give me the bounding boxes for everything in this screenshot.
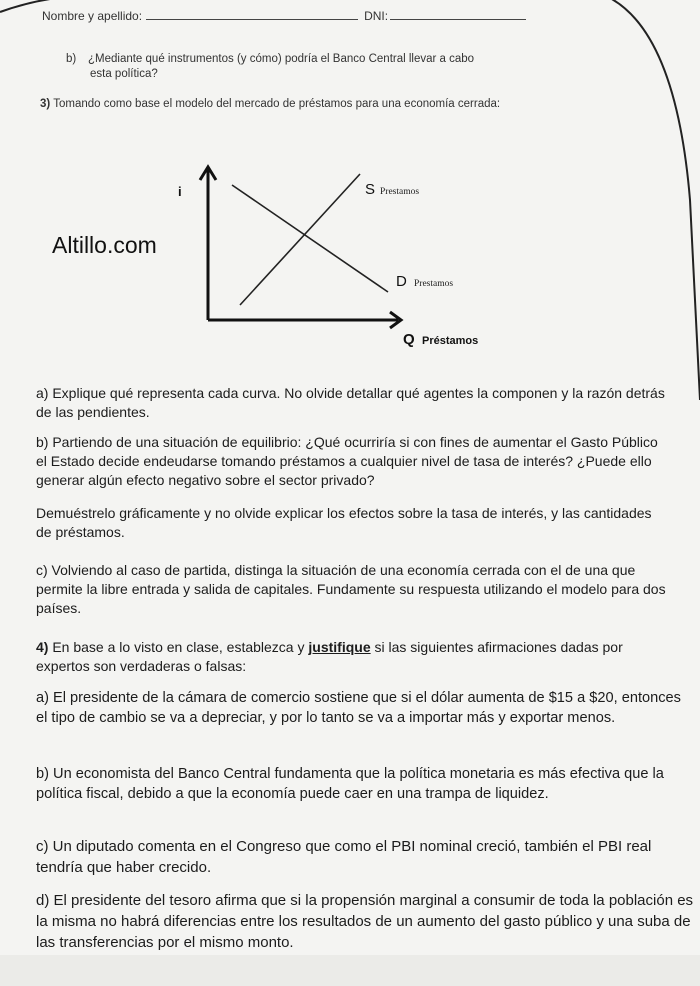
demand-curve xyxy=(232,185,388,292)
loan-market-diagram xyxy=(170,150,500,355)
supply-letter: S xyxy=(365,181,376,198)
question-2b-text-line1: ¿Mediante qué instrumentos (y cómo) podría el Banco Central llevar a cabo xyxy=(88,53,475,65)
question-3-intro xyxy=(40,97,610,111)
question-3c: c) Volviendo al caso de partida, distinga la situación de una economía cerrada con el de una que permite la libre entrada y salida de capitales. Fundamente su respuesta utilizando el modelo para dos países. xyxy=(36,562,666,616)
question-2b xyxy=(66,52,586,82)
question-4c: c) Un diputado comenta en el Congreso que como el PBI nominal creció, también el PBI real tendría que haber crecido. xyxy=(36,838,652,876)
demand-word: Prestamos xyxy=(414,279,454,289)
question-4-intro xyxy=(36,638,668,676)
question-2b-text-line2: esta política? xyxy=(90,68,158,80)
supply-curve xyxy=(240,174,360,305)
question-4a: a) El presidente de la cámara de comercio sostiene que si el dólar aumenta de $15 a $20, entonces el tipo de cambio se va a depreciar, y por lo tanto se va a importar más y exportar menos. xyxy=(36,690,681,726)
question-3b: b) Partiendo de una situación de equilibrio: ¿Qué ocurriría si con fines de aumentar el Gasto Público el Estado decide endeudarse tomando préstamos a cualquier nivel de tasa de interés? ¿Puede ello generar algún efecto negativo sobre el sector privado? xyxy=(36,434,658,488)
question-4b: b) Un economista del Banco Central fundamenta que la política monetaria es más efectiva que la política fiscal, debido a que la economía puede caer en una trampa de liquidez. xyxy=(36,766,664,802)
question-3b-instructions: Demuéstrelo gráficamente y no olvide explicar los efectos sobre la tasa de interés, y las cantidades de préstamos. xyxy=(36,505,652,540)
name-label: Nombre y apellido: xyxy=(42,9,143,23)
y-axis xyxy=(200,167,216,320)
dni-field-line[interactable] xyxy=(390,8,526,20)
watermark: Altillo.com xyxy=(52,232,157,258)
question-2b-label: b) xyxy=(66,53,77,65)
loan-market-svg xyxy=(170,150,500,355)
x-axis-label-letter: Q xyxy=(403,331,415,348)
demand-letter: D xyxy=(396,273,407,290)
supply-word: Prestamos xyxy=(380,187,420,197)
question-3a: a) Explique qué representa cada curva. No olvide detallar qué agentes la componen y la razón detrás de las pendientes. xyxy=(36,385,665,420)
x-axis xyxy=(208,312,401,328)
question-3-number: 3) xyxy=(40,98,51,110)
dni-label: DNI: xyxy=(364,9,389,23)
name-field-line[interactable] xyxy=(146,8,358,20)
question-4-text-pre: En base a lo visto en clase, establezca y xyxy=(52,639,305,655)
question-3-text: Tomando como base el modelo del mercado de préstamos para una economía cerrada: xyxy=(53,98,501,110)
question-4-number: 4) xyxy=(36,639,49,655)
question-4d: d) El presidente del tesoro afirma que si la propensión marginal a consumir de toda la población es la misma no habrá diferencias entre los resultados de un aumento del gasto público y una suba de las transferencias por el mismo monto. xyxy=(36,892,694,951)
x-axis-label-word: Préstamos xyxy=(422,335,479,347)
question-4-emphasis: justifique xyxy=(308,639,371,655)
y-axis-label: i xyxy=(178,184,182,199)
student-header xyxy=(42,8,526,23)
question-4-text-post: si las siguientes afirmaciones dadas por expertos son verdaderas o falsas: xyxy=(36,639,623,674)
